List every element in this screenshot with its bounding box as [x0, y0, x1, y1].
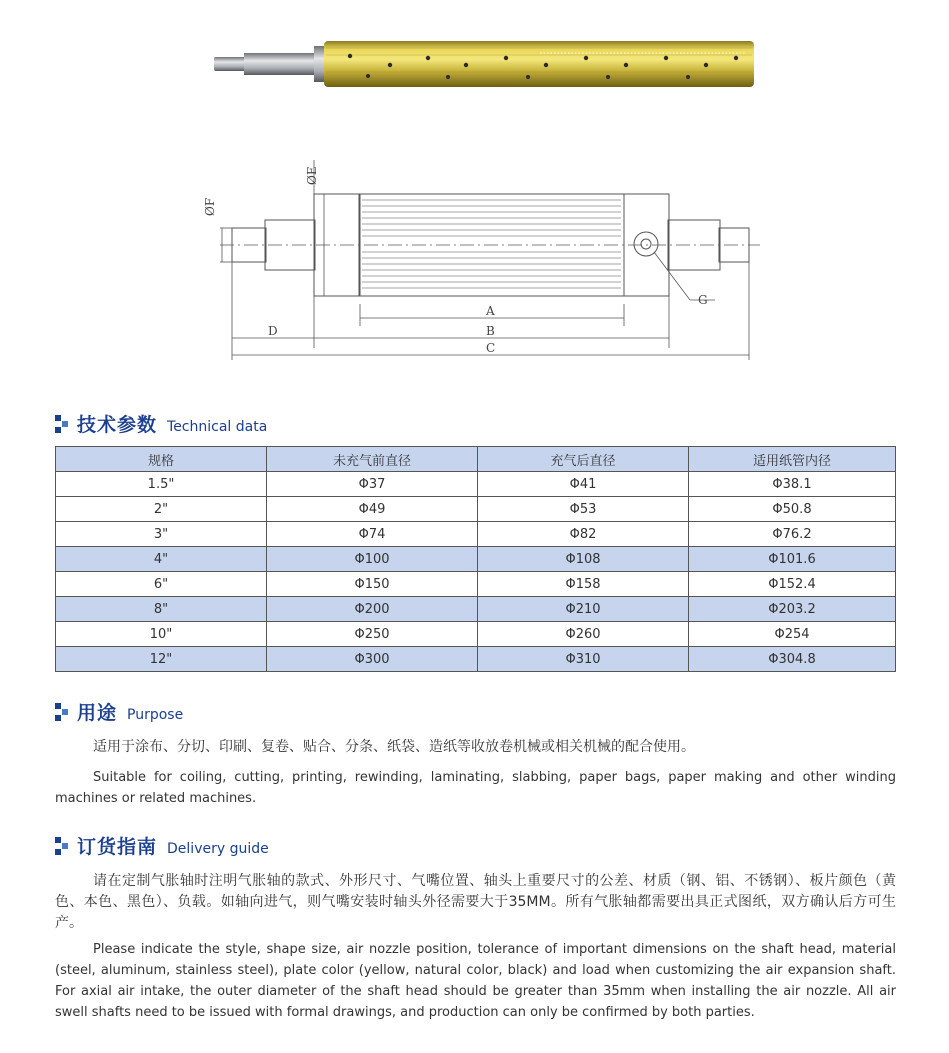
- air-shaft-photo: [200, 20, 770, 115]
- purpose-title-en: Purpose: [127, 707, 184, 723]
- square-bullet-icon: [55, 837, 69, 855]
- label-f: ØF: [203, 197, 217, 216]
- cell-before: Φ74: [267, 522, 478, 547]
- cell-spec: 10": [56, 622, 267, 647]
- square-bullet-icon: [55, 703, 69, 721]
- cell-before: Φ150: [267, 572, 478, 597]
- table-header-row: [56, 447, 896, 472]
- cell-before: Φ300: [267, 647, 478, 672]
- delivery-heading: [55, 832, 269, 859]
- label-c: C: [486, 341, 496, 355]
- cell-core: Φ50.8: [689, 497, 896, 522]
- table-row: [56, 522, 896, 547]
- cell-core: Φ38.1: [689, 472, 896, 497]
- cell-core: Φ101.6: [689, 547, 896, 572]
- technical-drawing: [190, 150, 770, 375]
- delivery-text-en: Please indicate the style, shape size, air nozzle position, tolerance of important dimensions on the shaft head, material (steel, aluminum, stainless steel), plate color (yellow, natural color, black) and load when customizing the air expansion shaft. For axial air intake, the outer diameter of the shaft head should be greater than 35mm when installing the air nozzle. All air swell shafts need to be issued with formal drawings, and production can only be confirmed by both parties.: [55, 942, 896, 1020]
- cell-after: Φ310: [478, 647, 689, 672]
- cell-before: Φ250: [267, 622, 478, 647]
- purpose-text-cn: 适用于涂布、分切、印刷、复卷、贴合、分条、纸袋、造纸等收放卷机械或相关机械的配合使用。: [93, 739, 695, 755]
- purpose-title-cn: 用途: [77, 702, 118, 724]
- cell-spec: 6": [56, 572, 267, 597]
- cell-before: Φ37: [267, 472, 478, 497]
- cell-spec: 4": [56, 547, 267, 572]
- cell-before: Φ200: [267, 597, 478, 622]
- cell-after: Φ210: [478, 597, 689, 622]
- header-core-inner-diameter: 适用纸管内径: [689, 447, 896, 472]
- header-diameter-before: 未充气前直径: [267, 447, 478, 472]
- purpose-heading: [55, 698, 183, 725]
- label-a: A: [486, 304, 495, 318]
- cell-before: Φ49: [267, 497, 478, 522]
- cell-core: Φ203.2: [689, 597, 896, 622]
- technical-heading: [55, 410, 267, 437]
- cell-spec: 8": [56, 597, 267, 622]
- cell-core: Φ304.8: [689, 647, 896, 672]
- table-row: [56, 472, 896, 497]
- technical-title-en: Technical data: [167, 419, 268, 435]
- label-d: D: [268, 324, 278, 338]
- delivery-text-cn: 请在定制气胀轴时注明气胀轴的款式、外形尺寸、气嘴位置、轴头上重要尺寸的公差、材质（钢、铝、不锈钢）、板片颜色（黄色、本色、黑色）、负载。如轴向进气，则气嘴安装时轴头外径需要大于35MM。所有气胀轴都需要出具正式图纸，双方确认后方可生产。: [55, 873, 896, 931]
- label-e: ØE: [305, 166, 319, 185]
- delivery-title-en: Delivery guide: [167, 841, 269, 857]
- header-spec: 规格: [56, 447, 267, 472]
- cell-after: Φ82: [478, 522, 689, 547]
- cell-after: Φ108: [478, 547, 689, 572]
- table-row: [56, 547, 896, 572]
- header-diameter-after: 充气后直径: [478, 447, 689, 472]
- label-g: G: [698, 293, 708, 307]
- table-row: [56, 647, 896, 672]
- square-bullet-icon: [55, 415, 69, 433]
- table-row: [56, 572, 896, 597]
- label-b: B: [486, 324, 495, 338]
- cell-after: Φ158: [478, 572, 689, 597]
- technical-table: [55, 446, 896, 672]
- cell-before: Φ100: [267, 547, 478, 572]
- cell-spec: 3": [56, 522, 267, 547]
- cell-spec: 2": [56, 497, 267, 522]
- purpose-text-en: Suitable for coiling, cutting, printing, rewinding, laminating, slabbing, paper bags, paper making and other winding machines or related machines.: [55, 770, 896, 806]
- cell-spec: 1.5": [56, 472, 267, 497]
- technical-title-cn: 技术参数: [77, 414, 158, 436]
- table-row: [56, 622, 896, 647]
- cell-after: Φ53: [478, 497, 689, 522]
- cell-core: Φ76.2: [689, 522, 896, 547]
- cell-spec: 12": [56, 647, 267, 672]
- delivery-title-cn: 订货指南: [77, 836, 158, 858]
- table-row: [56, 497, 896, 522]
- cell-core: Φ152.4: [689, 572, 896, 597]
- cell-after: Φ260: [478, 622, 689, 647]
- table-row: [56, 597, 896, 622]
- cell-core: Φ254: [689, 622, 896, 647]
- cell-after: Φ41: [478, 472, 689, 497]
